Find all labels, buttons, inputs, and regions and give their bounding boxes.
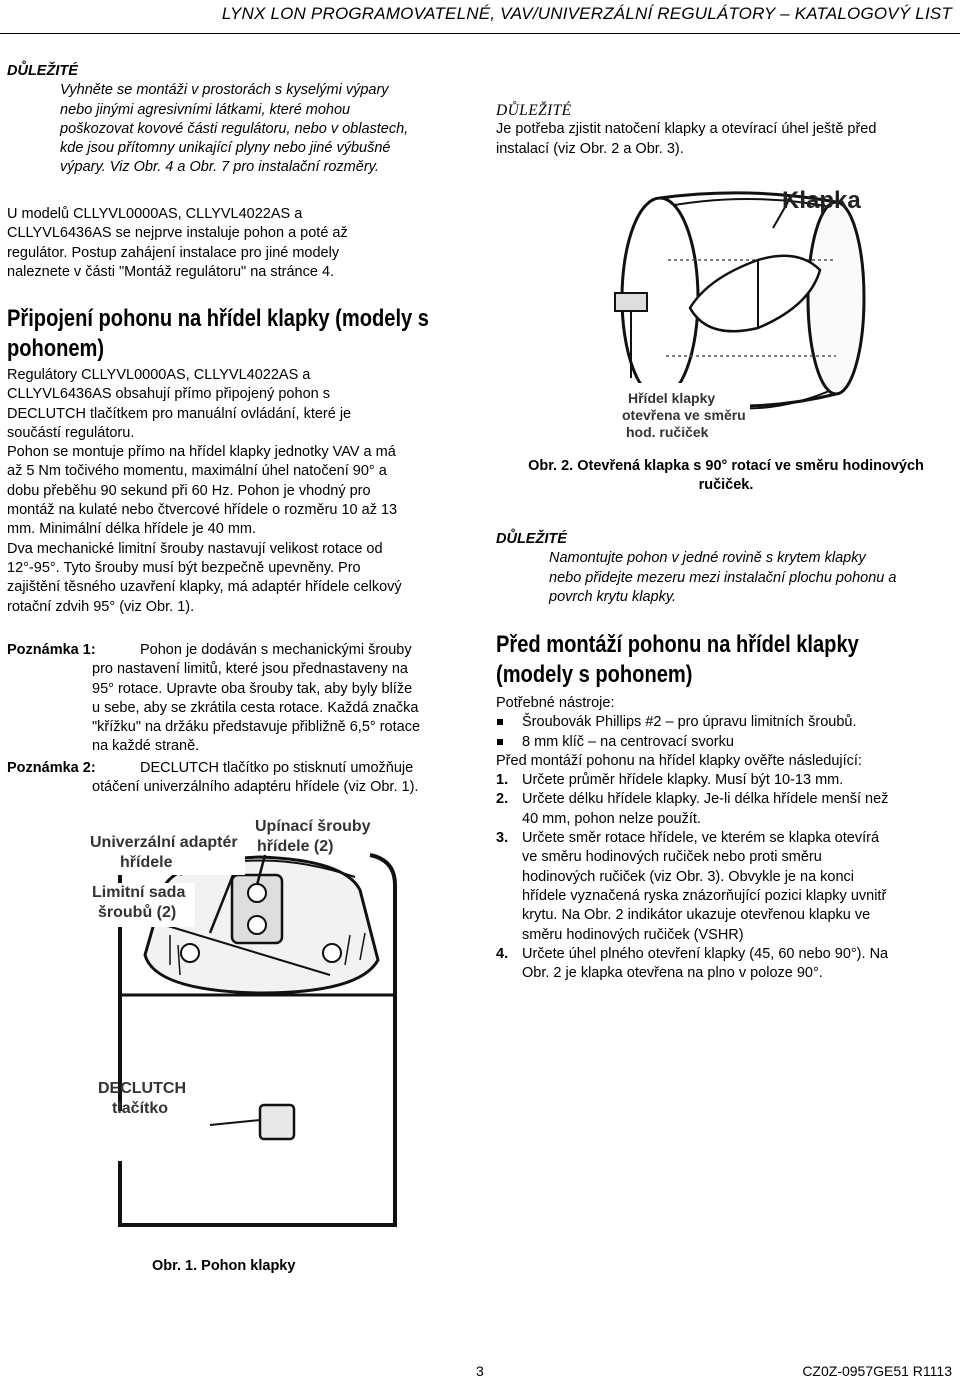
label-declutch-line2: tlačítko bbox=[112, 1100, 169, 1117]
text-line: Určete délku hřídele klapky. Je-li délka hřídele menší než bbox=[522, 791, 889, 808]
label-shaft-line1: Hřídel klapky bbox=[628, 390, 716, 406]
declutch-button[interactable] bbox=[260, 1105, 294, 1139]
text-line: Obr. 2 je klapka otevřena na plno v poloze 90°. bbox=[522, 965, 823, 982]
important-line: povrch krytu klapky. bbox=[549, 588, 677, 605]
label-klapka: Klapka bbox=[782, 187, 861, 214]
list-item bbox=[496, 945, 956, 984]
text-line: směru hodinových ručiček (VSHR) bbox=[522, 926, 744, 943]
important-text bbox=[496, 549, 956, 607]
step-number: 4. bbox=[496, 945, 509, 962]
heading-line: Před montáží pohonu na hřídel klapky bbox=[496, 631, 859, 658]
text-line: součástí regulátoru. bbox=[7, 424, 135, 441]
note-1-first-line: Pohon je dodáván s mechanickými šrouby bbox=[140, 642, 412, 658]
text-line: na každé straně. bbox=[92, 738, 200, 755]
clamp-screw-icon bbox=[248, 916, 266, 934]
note-2-first-line: DECLUTCH tlačítko po stisknutí umožňuje bbox=[140, 760, 414, 776]
label-screws-line1: Upínací šrouby bbox=[255, 818, 371, 835]
label-adapter-line1: Univerzální adaptér bbox=[90, 834, 238, 851]
text-line: krytu. Na Obr. 2 indikátor ukazuje otevřenou klapku ve bbox=[522, 907, 871, 924]
text-line: hřídele vyznačená ryska znázorňující pozici klapky uvnitř bbox=[522, 887, 887, 904]
step-number: 3. bbox=[496, 830, 509, 847]
intro-paragraph bbox=[7, 205, 467, 282]
step-number: 2. bbox=[496, 791, 509, 808]
text-line: pro nastavení limitů, které jsou přednastaveny na bbox=[92, 661, 408, 678]
label-declutch-line1: DECLUTCH bbox=[98, 1080, 186, 1097]
important-box-1 bbox=[7, 62, 467, 178]
verify-label: Před montáží pohonu na hřídel klapky ověřte následující: bbox=[496, 752, 862, 769]
important-line: kde jsou přítomny unikající plyny nebo jiné výbušné bbox=[60, 140, 391, 157]
document-code: CZ0Z-0957GE51 R1113 bbox=[802, 1363, 952, 1379]
text-line: až 5 Nm točivého momentu, maximální úhel natočení 90° a bbox=[7, 463, 387, 480]
text-line: 12°-95°. Tyto šrouby musí být bezpečně upevněny. Pro bbox=[7, 559, 361, 576]
list-item bbox=[496, 771, 956, 790]
figure-1-caption: Obr. 1. Pohon klapky bbox=[152, 1258, 296, 1274]
figure-2-caption bbox=[496, 457, 956, 496]
label-shaft-line2: otevřena ve směru bbox=[622, 407, 746, 423]
text-line: naleznete v části "Montáž regulátoru" na stránce 4. bbox=[7, 263, 335, 280]
text-line: Regulátory CLLYVL0000AS, CLLYVL4022AS a bbox=[7, 367, 311, 383]
heading-line: Připojení pohonu na hřídel klapky (modely s bbox=[7, 305, 429, 332]
text-line: Dva mechanické limitní šrouby nastavují velikost rotace od bbox=[7, 540, 383, 557]
important-heading: DŮLEŽITÉ bbox=[7, 63, 78, 79]
important-line: nebo přidejte mezeru mezi instalační plochu pohonu a bbox=[549, 569, 897, 586]
note-1-label: Poznámka 1: bbox=[7, 642, 96, 658]
important-box-3 bbox=[496, 530, 956, 607]
note-2-body bbox=[7, 778, 472, 797]
text-line: DECLUTCH tlačítkem pro manuální ovládání, které je bbox=[7, 405, 352, 422]
list-item: Šroubovák Phillips #2 – pro úpravu limitních šroubů. bbox=[496, 713, 956, 732]
page-number: 3 bbox=[476, 1363, 484, 1379]
list-item bbox=[496, 829, 956, 945]
text-line: regulátor. Postup zahájení instalace pro jiné modely bbox=[7, 244, 340, 261]
important-text bbox=[7, 81, 467, 177]
label-limit-line1: Limitní sada bbox=[92, 884, 186, 901]
heading-line: pohonem) bbox=[7, 335, 105, 362]
note-1 bbox=[7, 641, 472, 757]
damper-shaft bbox=[615, 293, 647, 311]
caption-line: Obr. 2. Otevřená klapka s 90° rotací ve směru hodinových bbox=[528, 458, 924, 474]
text-line: rotační zdvih 95° (viz Obr. 1). bbox=[7, 598, 195, 615]
text-line: 40 mm, pohon nelze použít. bbox=[522, 810, 701, 827]
important-line: nebo jinými agresivními látkami, které mohou bbox=[60, 101, 351, 118]
text-line: zajištění těsného uzavření klapky, má adaptér hřídele celkový bbox=[7, 579, 402, 596]
figure-1-actuator bbox=[60, 815, 460, 1240]
text-line: Určete úhel plného otevření klapky (45, 60 nebo 90°). Na bbox=[522, 945, 889, 962]
text-line: CLLYVL6436AS se nejprve instaluje pohon a poté až bbox=[7, 225, 348, 242]
note-2-label: Poznámka 2: bbox=[7, 760, 96, 776]
text-line: Pohon se montuje přímo na hřídel klapky jednotky VAV a má bbox=[7, 444, 396, 461]
heading-line: (modely s pohonem) bbox=[496, 661, 693, 688]
text-line: dobu přeběhu 90 sekund při 60 Hz. Pohon je vhodný pro bbox=[7, 482, 371, 499]
damper-front-ring bbox=[808, 202, 864, 394]
header-rule bbox=[0, 33, 960, 34]
text-line: u sebe, aby se zkrátila cesta rotace. Každá značka bbox=[92, 699, 419, 716]
page-header-title: LYNX LON PROGRAMOVATELNÉ, VAV/UNIVERZÁLNÍ REGULÁTORY – KATALOGOVÝ LIST bbox=[221, 4, 952, 23]
declutch-label-box bbox=[82, 1111, 232, 1161]
text-line: ve směru hodinových ručiček nebo proti směru bbox=[522, 849, 822, 866]
text-line: otáčení univerzálního adaptéru hřídele (viz Obr. 1). bbox=[92, 779, 419, 796]
text-line: 95° rotace. Upravte oba šrouby tak, aby byly blíže bbox=[92, 680, 413, 697]
steps-list bbox=[496, 771, 956, 983]
text-line: Určete průměr hřídele klapky. Musí být 10-13 mm. bbox=[522, 772, 844, 789]
important-line: poškozovat kovové části regulátoru, nebo v oblastech, bbox=[60, 120, 409, 137]
body-text-left bbox=[7, 366, 472, 617]
text-line: Je potřeba zjistit natočení klapky a otevírací úhel ještě před bbox=[496, 121, 877, 138]
label-limit-line2: šroubů (2) bbox=[98, 904, 177, 921]
tools-list bbox=[496, 713, 956, 752]
list-item: 8 mm klíč – na centrovací svorku bbox=[496, 733, 956, 752]
caption-line: ručiček. bbox=[698, 477, 754, 494]
section-heading-before bbox=[496, 630, 939, 690]
step-number: 1. bbox=[496, 772, 509, 789]
text-line: "křížku" na držáku představuje přibližně 6,5° rotace bbox=[92, 719, 421, 736]
text-line: montáž na kulaté nebo čtvercové hřídele o rozměru 10 až 13 bbox=[7, 502, 398, 519]
important-heading: DŮLEŽITÉ bbox=[496, 102, 572, 119]
note-2 bbox=[7, 759, 472, 798]
text-line: CLLYVL6436AS obsahují přímo připojený pohon s bbox=[7, 386, 330, 403]
text-line: U modelů CLLYVL0000AS, CLLYVL4022AS a bbox=[7, 206, 303, 222]
label-screws-line2: hřídele (2) bbox=[257, 838, 334, 855]
important-line: výpary. Viz Obr. 4 a Obr. 7 pro instalační rozměry. bbox=[60, 159, 379, 176]
text-line: mm. Minimální délka hřídele je 40 mm. bbox=[7, 521, 256, 538]
figure-2-damper bbox=[598, 178, 898, 446]
important-box-2 bbox=[496, 101, 956, 159]
important-line: Vyhněte se montáži v prostorách s kyselými výpary bbox=[60, 82, 389, 99]
text-line: Určete směr rotace hřídele, ve kterém se klapka otevírá bbox=[522, 830, 880, 847]
label-shaft-line3: hod. ručiček bbox=[626, 424, 709, 440]
important-heading: DŮLEŽITÉ bbox=[496, 531, 567, 547]
note-1-body bbox=[7, 660, 472, 756]
section-heading-shaft bbox=[7, 304, 466, 364]
limit-screw-icon bbox=[323, 944, 341, 962]
list-item bbox=[496, 790, 956, 829]
text-line: instalací (viz Obr. 2 a Obr. 3). bbox=[496, 140, 684, 157]
important-line: Namontujte pohon v jedné rovině s krytem klapky bbox=[549, 550, 866, 567]
label-adapter-line2: hřídele bbox=[120, 854, 173, 871]
limit-screw-icon bbox=[181, 944, 199, 962]
clamp-screw-icon bbox=[248, 884, 266, 902]
text-line: hodinových ručiček (viz Obr. 3). Obvykle je na konci bbox=[522, 868, 855, 885]
tools-section bbox=[496, 694, 956, 983]
tools-label: Potřebné nástroje: bbox=[496, 695, 615, 711]
